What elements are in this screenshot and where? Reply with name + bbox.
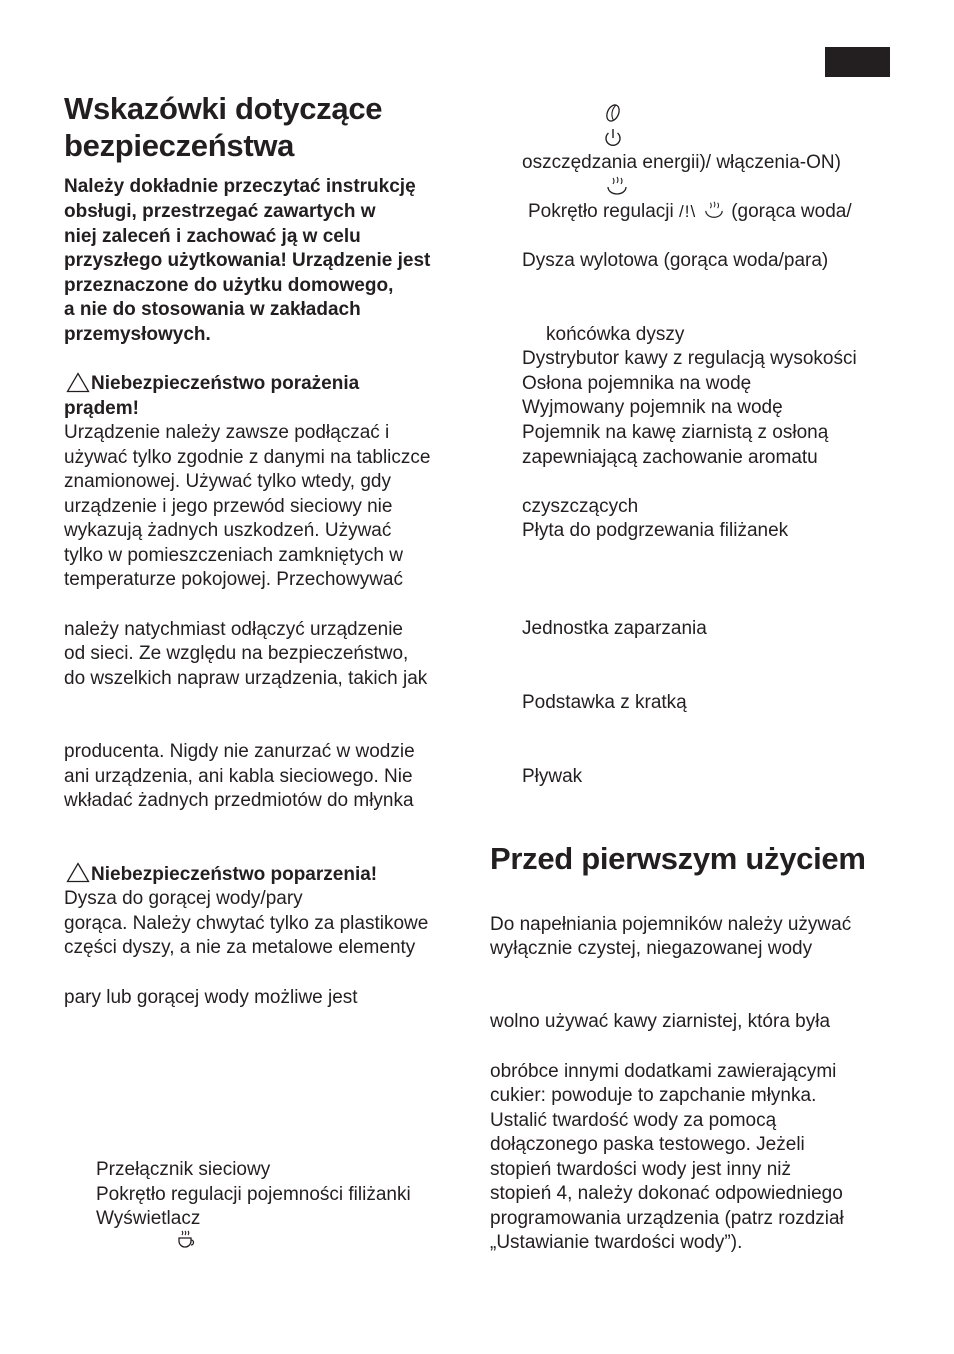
text-line: „Ustawianie twardości wody”). [490, 1232, 743, 1253]
list-item: Wyjmowany pojemnik na wodę [522, 397, 783, 418]
coffee-bean-icon [603, 102, 623, 124]
intro-line: obsługi, przestrzegać zawartych w [64, 201, 376, 222]
list-item: Podstawka z kratką [522, 692, 687, 713]
intro-line: przyszłego użytkowania! Urządzenie jest [64, 250, 431, 271]
knob-line [528, 200, 852, 225]
list-item: Jednostka zaparzania [522, 618, 707, 639]
text-line: wyłącznie czystej, niegazowanej wody [490, 938, 813, 959]
power-icon [603, 127, 623, 149]
text-line: wykazują żadnych uszkodzeń. Używać [64, 520, 392, 541]
text-line: programowania urządzenia (patrz rozdział [490, 1208, 844, 1229]
text-line: temperaturze pokojowej. Przechowywać [64, 569, 403, 590]
page-title-line1: Wskazówki dotyczące [64, 91, 383, 126]
language-tab [825, 47, 890, 77]
text-line: urządzenie i jego przewód sieciowy nie [64, 496, 393, 517]
intro-line: przeznaczone do użytku domowego, [64, 275, 394, 296]
list-item: Pokrętło regulacji pojemności filiżanki [96, 1184, 411, 1205]
text-line: wkładać żadnych przedmiotów do młynka [64, 790, 414, 811]
text-line: producenta. Nigdy nie zanurzać w wodzie [64, 741, 415, 762]
list-item: Wyświetlacz [96, 1208, 201, 1229]
text-line: pary lub gorącej wody możliwe jest [64, 987, 358, 1008]
text-line: stopień 4, należy dokonać odpowiedniego [490, 1183, 843, 1204]
warning-title: Niebezpieczeństwo poparzenia! [91, 864, 378, 885]
section-title: Przed pierwszym użyciem [490, 841, 866, 876]
list-item: Dystrybutor kawy z regulacją wysokości [522, 348, 857, 369]
list-item: Pływak [522, 766, 583, 787]
parts-item: oszczędzania energii)/ włączenia-ON) [522, 152, 841, 173]
text-line: Dysza do gorącej wody/pary [64, 888, 303, 909]
text-line: od sieci. Ze względu na bezpieczeństwo, [64, 643, 409, 664]
text-line: wolno używać kawy ziarnistej, która była [490, 1011, 831, 1032]
list-item: Płyta do podgrzewania filiżanek [522, 520, 789, 541]
hot-water-icon: /!\ [679, 202, 702, 221]
text-line: Do napełniania pojemników należy używać [490, 914, 852, 935]
list-item: zapewniającą zachowanie aromatu [522, 447, 818, 468]
text-line: stopień twardości wody jest inny niż [490, 1159, 791, 1180]
intro-line: przemysłowych. [64, 324, 211, 345]
list-item: końcówka dyszy [546, 324, 685, 345]
text-line: cukier: powoduje to zapchanie młynka. [490, 1085, 817, 1106]
text-line: części dyszy, a nie za metalowe elementy [64, 937, 416, 958]
text-line: tylko w pomieszczeniach zamkniętych w [64, 545, 403, 566]
list-item: czyszczących [522, 496, 639, 517]
knob-label-suffix: (gorąca woda/ [731, 201, 852, 222]
list-item: Przełącznik sieciowy [96, 1159, 271, 1180]
intro-line: Należy dokładnie przeczytać instrukcję [64, 176, 416, 197]
steam-icon [702, 200, 726, 220]
text-line: gorąca. Należy chwytać tylko za plastikowe [64, 913, 429, 934]
list-item: Osłona pojemnika na wodę [522, 373, 752, 394]
steam-icon [604, 175, 630, 197]
text-line: używać tylko zgodnie z danymi na tabliczce [64, 447, 431, 468]
text-line: ani urządzenia, ani kabla sieciowego. Nie [64, 766, 413, 787]
coffee-cup-icon [176, 1230, 196, 1252]
parts-item: Dysza wylotowa (gorąca woda/para) [522, 250, 829, 271]
text-line: znamionowej. Używać tylko wtedy, gdy [64, 471, 391, 492]
text-line: należy natychmiast odłączyć urządzenie [64, 619, 404, 640]
warning-triangle-icon [66, 862, 90, 883]
text-line: do wszelkich napraw urządzenia, takich jak [64, 668, 428, 689]
page-title-line2: bezpieczeństwa [64, 128, 295, 163]
warning-title: Niebezpieczeństwo porażenia [91, 373, 360, 394]
warning-title: prądem! [64, 398, 139, 419]
intro-line: niej zaleceń i zachować ją w celu [64, 226, 361, 247]
text-line: Urządzenie należy zawsze podłączać i [64, 422, 390, 443]
knob-label: Pokrętło regulacji [528, 201, 674, 222]
text-line: dołączonego paska testowego. Jeżeli [490, 1134, 805, 1155]
list-item: Pojemnik na kawę ziarnistą z osłoną [522, 422, 829, 443]
text-line: obróbce innymi dodatkami zawierającymi [490, 1061, 837, 1082]
warning-triangle-icon [66, 372, 90, 393]
text-line: Ustalić twardość wody za pomocą [490, 1110, 777, 1131]
intro-line: a nie do stosowania w zakładach [64, 299, 361, 320]
